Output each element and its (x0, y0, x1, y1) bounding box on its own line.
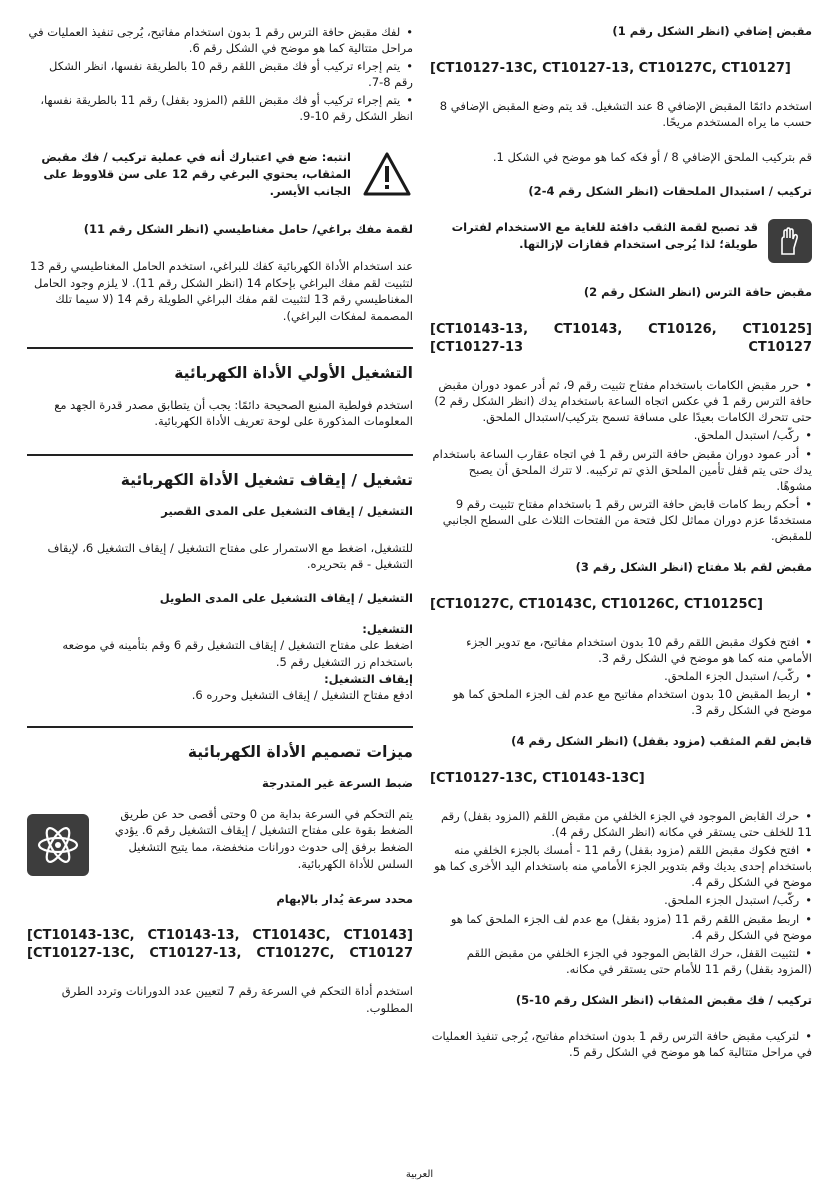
list-item: • افتح فكوك مقبض اللقم رقم 10 بدون استخدام مفاتيح، مع تدوير الجزء الأمامي منه كما هو موضح في الشكل رقم 3. (430, 634, 812, 666)
install-chuck-steps (430, 1028, 812, 1060)
section-on-off: تشغيل / إيقاف تشغيل الأداة الكهربائية (27, 454, 413, 490)
list-item: • حرك القابض الموجود في الجزء الخلفي من مقبض اللقم (المزود بقفل) رقم 11 للخلف حتى يستقر في مكانه (انظر الشكل رقم 4). (430, 808, 812, 840)
models-speed-limiter: [CT10143-13C, CT10143-13, CT10143C, CT10143] [CT10127-13C, CT10127-13, CT10127C, CT10127 (27, 928, 413, 962)
list-item: • اربط المقبض 10 بدون استخدام مفاتيح مع عدم لف الجزء الملحق كما هو موضح في الشكل رقم 3. (430, 686, 812, 718)
list-item: • اربط مقبض اللقم رقم 11 (مزود بقفل) مع عدم لف الجزء الملحق كما هو موضح في الشكل رقم 4. (430, 911, 812, 943)
list-item: • لتثبيت القفل، حرك القابض الموجود في الجزء الخلفي من مقبض اللقم (المزود بقفل) رقم 11 للأمام حتى يستقر في مكانه. (430, 945, 812, 977)
models-extra-handle: [CT10127-13C, CT10127-13, CT10127C, CT10127] (430, 60, 791, 76)
gear-chuck-steps (430, 377, 812, 544)
para-speed-control: يتم التحكم في السرعة بداية من 0 وحتى أقصى حد عن طريق الضغط بقوة على مفتاح التشغيل / إيقاف التشغيل رقم 6. يؤدي الضغط برفق إلى حدوث دورانات منخفضة، مما يتيح التشغيل السلس للأداة الكهربائية. (114, 806, 413, 871)
heading-accessories: تركيب / استبدال الملحقات (انظر الشكل رقم 4-2) (528, 183, 812, 198)
heading-screwdriver-bit: لقمة مفك براغي/ حامل مغناطيسي (انظر الشكل رقم 11) (83, 222, 413, 237)
gloves-warning (430, 219, 812, 263)
left-thread-warning-text: انتبه: ضع في اعتبارك أنه في عملية تركيب / فك مقبض المثقاب، يحتوي البرغي رقم 12 على سن قلاووظ على الجانب الأيسر. (41, 149, 351, 199)
section-design-features: ميزات تصميم الأداة الكهربائية (27, 726, 413, 762)
list-item: • ركّب/ استبدل الجزء الملحق. (430, 668, 812, 684)
list-item: • ركّب/ استبدل الملحق. (430, 427, 812, 443)
heading-speed-control: ضبط السرعة غير المتدرجة (262, 776, 413, 791)
gloves-warning-text: قد تصبح لقمة الثقب دافئة للغاية مع الاستخدام لفترات طويلة؛ لذا يُرجى استخدام قفازات لإزالتها. (451, 220, 758, 252)
section-initial-operation: التشغيل الأولي الأداة الكهربائية (27, 347, 413, 383)
left-thread-warning (27, 149, 413, 201)
long-term-block (27, 621, 413, 704)
heading-speed-limiter: محدد سرعة يُدار بالإبهام (276, 891, 413, 906)
models-gear-chuck: [CT10143-13, CT10143, CT10126, CT10125] [CT10127-13 CT10127 (430, 321, 812, 355)
para-extra-handle-2: قم بتركيب الملحق الإضافي 8 / أو فكه كما هو موضح في الشكل 1. (492, 150, 812, 165)
on-text: اضغط على مفتاح التشغيل / إيقاف التشغيل رقم 6 وقم بتأمينه في موضعه باستخدام زر التشغيل رقم 5. (62, 638, 413, 669)
warning-triangle-icon (361, 149, 413, 199)
list-item: • يتم إجراء تركيب أو فك مقبض اللقم (المزود بقفل) رقم 11 بالطريقة نفسها، انظر الشكل رقم 10-9. (27, 92, 413, 124)
page-footer-language: العربية (405, 1169, 434, 1180)
heading-locking-chuck: قابض لقم المثقب (مزود بقفل) (انظر الشكل رقم 4) (511, 734, 812, 749)
gloves-icon (768, 219, 812, 263)
models-keyless-chuck: [CT10127C, CT10143C, CT10126C, CT10125C] (430, 596, 763, 612)
off-text: ادفع مفتاح التشغيل / إيقاف التشغيل وحرره 6. (191, 688, 413, 703)
para-speed-limiter: استخدم أداة التحكم في السرعة رقم 7 لتعيين عدد الدورانات وتردد الطرق المطلوب. (61, 984, 413, 1016)
off-label: إيقاف التشغيل: (324, 671, 413, 686)
models-locking-chuck: [CT10127-13C, CT10143-13C] (430, 770, 645, 786)
para-short-term: للتشغيل، اضغط مع الاستمرار على مفتاح التشغيل / إيقاف التشغيل 6، لإيقاف التشغيل - قم بتحريره. (47, 540, 413, 572)
heading-gear-chuck: مقبض حافة الترس (انظر الشكل رقم 2) (583, 285, 812, 300)
para-initial-operation: استخدم فولطية المنبع الصحيحة دائمًا: يجب أن يتطابق مصدر قدرة الجهد مع المعلومات المذكورة على لوحة تعريف الأداة الكهربائية. (54, 397, 413, 429)
heading-extra-handle: مقبض إضافي (انظر الشكل رقم 1) (612, 24, 812, 38)
atom-speed-icon (27, 814, 89, 876)
list-item: • أدر عمود دوران مقبض حافة الترس رقم 1 في اتجاه عقارب الساعة باستخدام يدك حتى يتم قفل تأمين الملحق الذي تم تركيبه. لا تترك الملحق أن يصبح مشوهًا. (430, 446, 812, 494)
heading-short-term: التشغيل / إيقاف التشغيل على المدى القصير (161, 504, 413, 519)
list-item: • لتركيب مقبض حافة الترس رقم 1 بدون استخدام مفاتيح، يُرجى تنفيذ العمليات في مراحل متتالية كما هو موضح في الشكل رقم 5. (430, 1028, 812, 1060)
heading-install-chuck: تركيب / فك مقبض المثقاب (انظر الشكل رقم 10-5) (515, 992, 812, 1007)
remove-chuck-steps (27, 24, 413, 125)
heading-keyless-chuck: مقبض لقم بلا مفتاح (انظر الشكل رقم 3) (575, 560, 812, 575)
keyless-chuck-steps (430, 634, 812, 718)
list-item: • حرر مقبض الكامات باستخدام مفتاح تثبيت رقم 9، ثم أدر عمود دوران مقبض حافة الترس رقم 1 في عكس اتجاه الساعة باستخدام يدك (انظر الشكل رقم 2) حتى تتحرك الكامات بعيدًا على مسافة تسمح بتركيب/استبدال الملحق. (430, 377, 812, 425)
heading-long-term: التشغيل / إيقاف التشغيل على المدى الطويل (159, 591, 413, 605)
para-screwdriver-bit: عند استخدام الأداة الكهربائية كفك للبراغي، استخدم الحامل المغناطيسي رقم 13 لتثبيت لقم مفك البراغي بإحكام 14 (انظر الشكل رقم 11). لا يلزم وجود الحامل المغناطيسي رقم 13 لتثبيت لقم مفك البراغي الطويلة رقم 14 (لا سيما تلك المصممة لمفكات البراغي). (29, 258, 413, 323)
list-item: • أحكم ربط كامات قابض حافة الترس رقم 1 باستخدام مفتاح تثبيت رقم 9 مستخدمًا عزم دوران مماثل لكل فتحة من الفتحات الثلاث على السطح الجانبي للمقبض. (430, 496, 812, 544)
para-extra-handle-1: استخدم دائمًا المقبض الإضافي 8 عند التشغيل. قد يتم وضع المقبض الإضافي 8 حسب ما يراه المستخدم مريحًا. (439, 98, 812, 130)
speed-control-feature (27, 806, 413, 876)
right-column (430, 24, 812, 1077)
list-item: • ركّب/ استبدل الجزء الملحق. (430, 892, 812, 908)
list-item: • لفك مقبض حافة الترس رقم 1 بدون استخدام مفاتيح، يُرجى تنفيذ العمليات في مراحل متتالية كما هو موضح في الشكل رقم 6. (27, 24, 413, 56)
list-item: • افتح فكوك مقبض اللقم (مزود بقفل) رقم 11 - أمسك بالجزء الخلفي منه باستخدام إحدى يديك وقم بتدوير الجزء الأمامي منه باستخدام اليد الأخرى كما هو موضح في الشكل رقم 4. (430, 842, 812, 890)
left-column (27, 24, 413, 1035)
on-label: التشغيل: (362, 621, 413, 636)
locking-chuck-steps (430, 808, 812, 977)
list-item: • يتم إجراء تركيب أو فك مقبض اللقم رقم 10 بالطريقة نفسها، انظر الشكل رقم 8-7. (27, 58, 413, 90)
